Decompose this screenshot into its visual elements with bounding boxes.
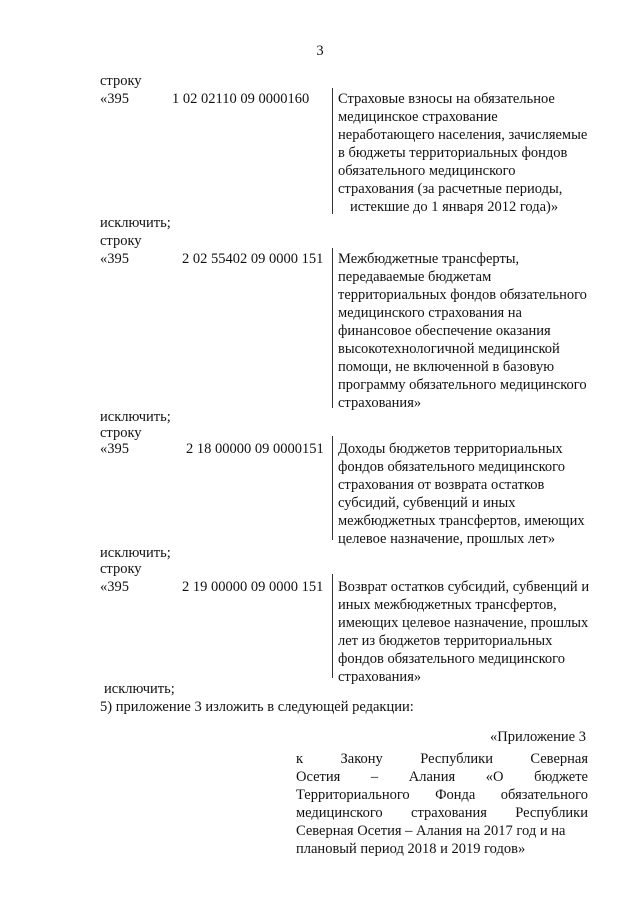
description-line: обязательного медицинского (338, 163, 516, 179)
entry-description (338, 250, 600, 412)
appendix-line: Осетия – Алания «О бюджете (296, 769, 588, 785)
entry-action: исключить; (100, 409, 171, 425)
column-divider (332, 574, 333, 678)
description-line: финансовое обеспечение оказания (338, 323, 551, 339)
column-divider (332, 88, 333, 214)
kbk-code: 2 18 00000 09 0000151 (186, 441, 324, 457)
description-line: страхования» (338, 669, 422, 685)
description-line: целевое назначение, прошлых лет» (338, 531, 556, 547)
description-line: фондов обязательного медицинского (338, 651, 565, 667)
description-line: неработающего населения, зачисляемые (338, 127, 588, 143)
entry-action: исключить; (104, 681, 175, 697)
description-line: программу обязательного медицинского (338, 377, 587, 393)
code-prefix: «395 (100, 91, 129, 107)
description-line: субсидий, субвенций и иных (338, 495, 516, 511)
page-number: 3 (316, 43, 324, 59)
appendix-line: медицинского страхования Республики (296, 805, 588, 821)
description-line: высокотехнологичной медицинской (338, 341, 560, 357)
kbk-code: 1 02 02110 09 0000160 (172, 91, 310, 107)
description-line: медицинское страхование (338, 109, 498, 125)
appendix-line: Территориального Фонда обязательного (296, 787, 588, 803)
code-prefix: «395 (100, 579, 129, 595)
entry-action: исключить; (100, 215, 171, 231)
description-line: фондов обязательного медицинского (338, 459, 565, 475)
description-line: территориальных фондов обязательного (338, 287, 587, 303)
description-line: Межбюджетные трансферты, (338, 251, 520, 267)
description-line: иных межбюджетных трансфертов, (338, 597, 557, 613)
entry-intro: строку (100, 425, 142, 441)
description-line: в бюджеты территориальных фондов (338, 145, 568, 161)
description-line: имеющих целевое назначение, прошлых (338, 615, 589, 631)
description-line: страхования (за расчетные периоды, (338, 181, 563, 197)
description-line: страхования от возврата остатков (338, 477, 545, 493)
item-5-text: 5) приложение 3 изложить в следующей редакции: (100, 699, 414, 715)
description-line: медицинского страхования на (338, 305, 522, 321)
column-divider (332, 436, 333, 540)
description-line: передаваемые бюджетам (338, 269, 492, 285)
description-line: Страховые взносы на обязательное (338, 91, 555, 107)
description-line: Возврат остатков субсидий, субвенций и (338, 579, 590, 595)
code-prefix: «395 (100, 441, 129, 457)
description-line: истекшие до 1 января 2012 года)» (350, 199, 559, 215)
kbk-code: 2 19 00000 09 0000 151 (182, 579, 324, 595)
entry-intro: строку (100, 73, 142, 89)
appendix-line: плановый период 2018 и 2019 годов» (296, 841, 526, 857)
appendix-line: к Закону Республики Северная (296, 751, 588, 767)
description-line: страхования» (338, 395, 422, 411)
description-line: помощи, не включенной в базовую (338, 359, 555, 375)
description-line: Доходы бюджетов территориальных (338, 441, 563, 457)
code-prefix: «395 (100, 251, 129, 267)
entry-description (338, 90, 600, 216)
appendix-title: «Приложение 3 (490, 729, 586, 745)
entry-intro: строку (100, 561, 142, 577)
kbk-code: 2 02 55402 09 0000 151 (182, 251, 324, 267)
description-line: лет из бюджетов территориальных (338, 633, 553, 649)
appendix-reference (296, 750, 588, 858)
entry-intro: строку (100, 233, 142, 249)
entry-description (338, 440, 600, 548)
entry-description (338, 578, 600, 686)
column-divider (332, 248, 333, 408)
description-line: межбюджетных трансфертов, имеющих (338, 513, 585, 529)
entry-action: исключить; (100, 545, 171, 561)
appendix-line: Северная Осетия – Алания на 2017 год и на (296, 823, 566, 839)
